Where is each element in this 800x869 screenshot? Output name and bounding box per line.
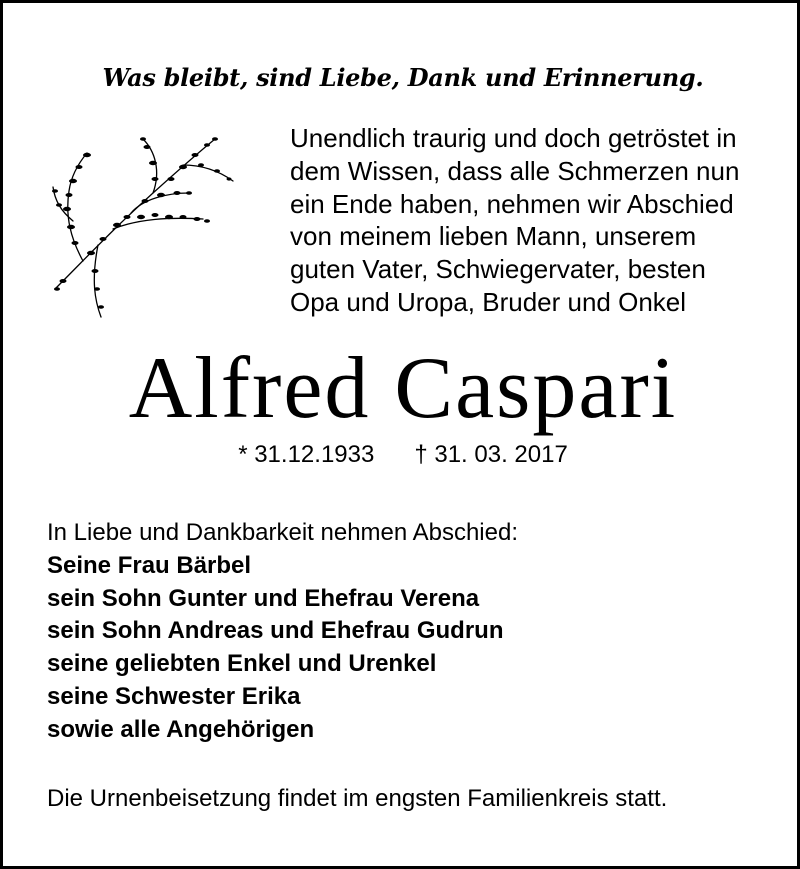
- intro-line: Opa und Uropa, Bruder und Onkel: [290, 286, 687, 317]
- death-date: † 31. 03. 2017: [414, 441, 568, 468]
- mourner-line: sein Sohn Andreas und Ehefrau Gudrun: [47, 617, 504, 645]
- burial-note: Die Urnenbeisetzung findet im engsten Familienkreis statt.: [47, 785, 668, 812]
- intro-line: Unendlich traurig und doch getröstet in: [290, 123, 737, 153]
- life-dates: [3, 441, 800, 469]
- mourners-intro: In Liebe und Dankbarkeit nehmen Abschied:: [47, 519, 518, 546]
- intro-line: von meinem lieben Mann, unserem: [290, 221, 697, 252]
- deceased-name: Alfred Caspari: [128, 340, 678, 437]
- mourner-line: seine Schwester Erika: [47, 682, 301, 710]
- mourner-line: sein Sohn Gunter und Ehefrau Verena: [47, 584, 480, 612]
- intro-line: dem Wissen, dass alle Schmerzen nun: [290, 155, 740, 186]
- motto: Was bleibt, sind Liebe, Dank und Erinnerung.: [102, 63, 704, 92]
- mourners-list: [47, 517, 767, 747]
- intro-line: guten Vater, Schwiegervater, besten: [290, 254, 706, 285]
- intro-line: ein Ende haben, nehmen wir Abschied: [290, 188, 734, 219]
- mourner-line: seine geliebten Enkel und Urenkel: [47, 650, 437, 678]
- branch-with-leaves-icon: [43, 121, 243, 321]
- birth-date: * 31.12.1933: [238, 441, 375, 468]
- mourner-line: sowie alle Angehörigen: [47, 715, 315, 743]
- intro-text: [290, 122, 770, 319]
- mourner-line: Seine Frau Bärbel: [47, 551, 252, 579]
